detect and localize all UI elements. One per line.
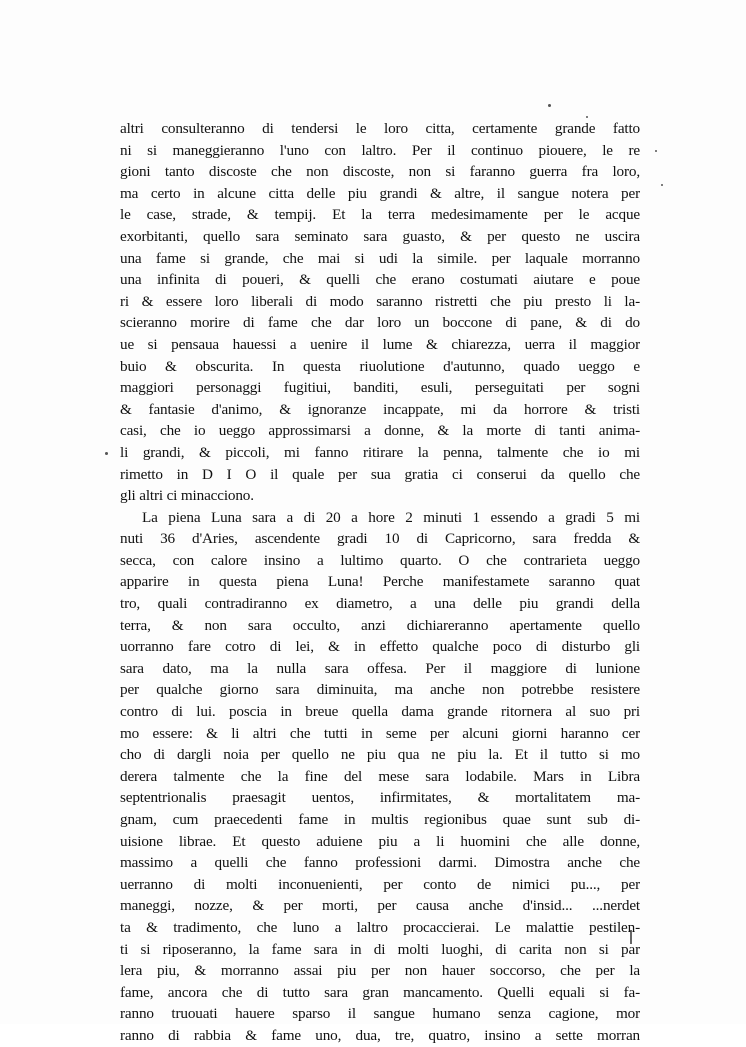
body-text bbox=[120, 118, 640, 1047]
text-line: ma certo in alcune citta delle piu grandi & altre, il sangue notera per bbox=[120, 184, 640, 202]
text-line: ranno di rabbia & fame uno, dua, tre, quatro, insino a sette morran bbox=[120, 1026, 640, 1044]
text-line: mo essere: & li altri che tutti in seme per alcuni giorni haranno cer bbox=[120, 724, 640, 742]
text-line: lera piu, & morranno assai piu per non hauer soccorso, che per la bbox=[120, 962, 640, 980]
text-line: & fantasie d'animo, & ignoranze incappate, mi da horrore & tristi bbox=[120, 400, 640, 418]
text-line: gioni tanto discoste che non discoste, non si faranno guerra fra loro, bbox=[120, 163, 640, 181]
text-line: buio & obscurita. In questa riuolutione d'autunno, quado ueggo e bbox=[120, 357, 640, 375]
text-line: maggiori personaggi fugitiui, banditi, esuli, perseguitati per sogni bbox=[120, 379, 640, 397]
text-line: tro, quali contradiranno ex diametro, a una delle piu grandi della bbox=[120, 595, 640, 613]
text-line: uerranno di molti inconuenienti, per conto de nimici pu..., per bbox=[120, 875, 640, 893]
text-line: sara dato, ma la nulla sara offesa. Per il maggiore di lunione bbox=[120, 659, 640, 677]
text-line: maneggi, nozze, & per morti, per causa anche d'insid... ...nerdet bbox=[120, 897, 640, 915]
text-line: una fame si grande, che mai si udi la simile. per laquale morranno bbox=[120, 249, 640, 267]
text-line: ranno truouati hauere sparso il sangue humano senza cagione, mor bbox=[120, 1005, 640, 1023]
text-line: exorbitanti, quello sara seminato sara guasto, & per questo ne uscira bbox=[120, 227, 640, 245]
text-line: li grandi, & piccoli, mi fanno ritirare la penna, talmente che io mi bbox=[120, 443, 640, 461]
text-line: uorranno fare cotro di lei, & in effetto qualche poco di disturbo gli bbox=[120, 638, 640, 656]
text-line: ti si riposeranno, la fame sara in di molti luoghi, di carita non si par bbox=[120, 940, 640, 958]
text-line: ni si maneggieranno l'uno con laltro. Per il continuo piouere, le re bbox=[120, 141, 640, 159]
text-line: scieranno morire di fame che dar loro un boccone di pane, & di do bbox=[120, 314, 640, 332]
text-line: ri & essere loro liberali di modo saranno ristretti che piu presto li la- bbox=[120, 292, 640, 310]
text-line: terra, & non sara occulto, anzi dichiareranno apertamente quello bbox=[120, 616, 640, 634]
text-line: gli altri ci minacciono. bbox=[120, 487, 254, 505]
text-line: gnam, cum praecedenti fame in multis regionibus quae sunt sub di- bbox=[120, 811, 640, 828]
text-line: cho di dargli noia per quello ne piu qua ne piu la. Et il tutto si mo bbox=[120, 746, 640, 764]
text-line: uisione librae. Et questo aduiene piu a li huomini che alle donne, bbox=[120, 832, 640, 850]
text-line: una infinita di poueri, & quelli che erano costumati aiutare e poue bbox=[120, 271, 640, 289]
text-line: altri consulteranno di tendersi le loro citta, certamente grande fatto bbox=[120, 120, 640, 137]
text-line: derera talmente che la fine del mese sara lodabile. Mars in Libra bbox=[120, 767, 640, 785]
page-speck bbox=[548, 104, 551, 107]
text-line: massimo a quelli che fanno professioni darmi. Dimostra anche che bbox=[120, 854, 640, 872]
text-line: le case, strade, & tempij. Et la terra medesimamente per le acque bbox=[120, 206, 640, 224]
text-line: per qualche giorno sara diminuita, ma anche non potrebbe resistere bbox=[120, 681, 640, 699]
text-line: septentrionalis praesagit uentos, infirmitates, & mortalitatem ma- bbox=[120, 789, 640, 807]
text-line: nuti 36 d'Aries, ascendente gradi 10 di Capricorno, sara fredda & bbox=[120, 530, 640, 548]
page-speck bbox=[105, 452, 108, 455]
text-line: secca, con calore insino a lultimo quarto. O che contrarieta ueggo bbox=[120, 551, 640, 569]
page-speck bbox=[655, 150, 657, 152]
text-line: ue si pensaua hauessi a uenire il lume & chiarezza, uerra il maggior bbox=[120, 335, 640, 353]
text-line: rimetto in D I O il quale per sua gratia ci conserui da quello che bbox=[120, 465, 640, 483]
text-line: fame, ancora che di tutto sara gran mancamento. Quelli equali si fa- bbox=[120, 983, 640, 1001]
text-line: contro di lui. poscia in breue quella dama grande ritornera al suo pri bbox=[120, 703, 640, 721]
page-speck bbox=[661, 184, 663, 186]
text-line: La piena Luna sara a di 20 a hore 2 minuti 1 essendo a gradi 5 mi bbox=[142, 508, 640, 526]
text-line: ta & tradimento, che luno a laltro procaccierai. Le malattie pestilen- bbox=[120, 918, 640, 936]
text-line: casi, che io ueggo approssimarsi a donne, & la morte di tanti anima- bbox=[120, 422, 640, 440]
text-line: apparire in questa piena Luna! Perche manifestamete saranno quat bbox=[120, 573, 640, 591]
